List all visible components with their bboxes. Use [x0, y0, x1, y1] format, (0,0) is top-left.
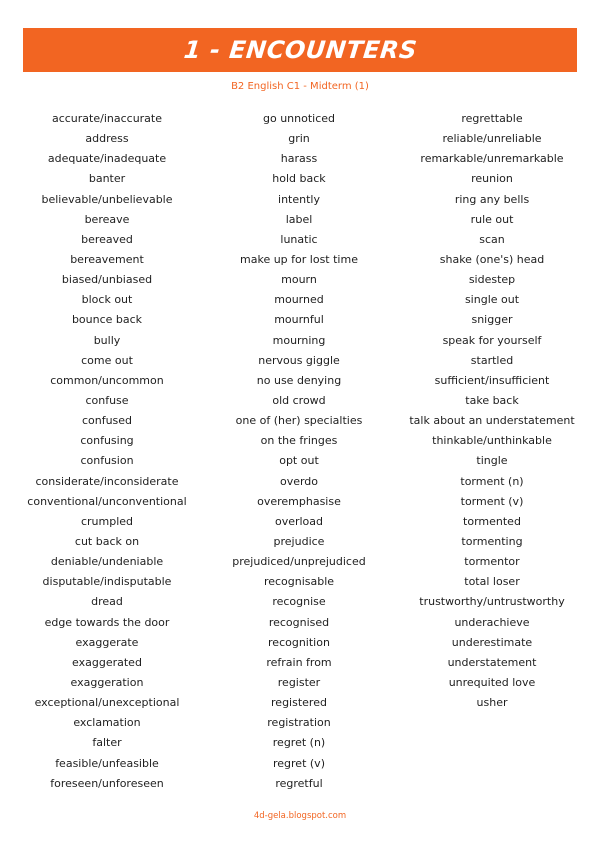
vocab-item: sidestep: [468, 273, 516, 287]
vocab-item: accurate/inaccurate: [51, 112, 163, 125]
vocab-item: remarkable/unremarkable: [420, 152, 564, 166]
word-column-3: [392, 109, 592, 713]
vocab-item: grin: [288, 132, 310, 146]
vocab-item: torment (n): [460, 474, 524, 488]
vocab-item: deniable/undeniable: [50, 555, 164, 569]
vocab-item: considerate/inconsiderate: [35, 474, 179, 488]
vocab-item: banter: [88, 172, 126, 186]
vocab-item: thinkable/unthinkable: [432, 434, 552, 448]
vocab-item: mourn: [281, 273, 317, 287]
word-column-1: [7, 109, 207, 794]
vocab-item: lunatic: [280, 232, 318, 246]
vocab-item: block out: [81, 293, 133, 307]
vocab-item: unrequited love: [448, 675, 536, 689]
vocab-item: speak for yourself: [442, 333, 542, 347]
vocab-item: refrain from: [266, 655, 332, 669]
vocab-item: address: [85, 132, 129, 146]
vocab-item: label: [285, 212, 313, 226]
vocab-item: old crowd: [272, 393, 326, 407]
vocab-item: on the fringes: [260, 434, 338, 448]
vocab-item: make up for lost time: [240, 252, 358, 266]
vocab-item: usher: [476, 696, 508, 710]
vocab-item: hold back: [272, 172, 326, 186]
page-title: 1 - ENCOUNTERS: [182, 36, 418, 64]
vocab-item: bully: [93, 333, 121, 347]
vocab-item: torment (v): [460, 494, 524, 508]
word-column-2: [199, 109, 399, 794]
vocab-item: bereavement: [70, 252, 144, 266]
vocab-item: register: [277, 675, 321, 689]
vocab-item: registration: [267, 716, 331, 730]
vocab-item: bereave: [84, 212, 130, 226]
vocab-item: feasible/unfeasible: [55, 756, 159, 770]
vocab-item: confuse: [85, 393, 129, 407]
vocab-item: exaggerated: [72, 655, 142, 669]
footer-url: 4d-gela.blogspot.com: [253, 811, 347, 821]
vocab-item: reliable/unreliable: [442, 132, 542, 146]
vocab-item: intently: [278, 192, 320, 206]
vocab-item: overemphasise: [257, 494, 341, 508]
vocab-item: one of (her) specialties: [235, 414, 363, 428]
vocab-item: regret (v): [273, 756, 325, 770]
vocab-item: overload: [274, 514, 324, 528]
vocab-item: snigger: [471, 313, 513, 327]
vocab-item: prejudiced/unprejudiced: [232, 555, 366, 569]
vocab-item: recognised: [268, 615, 330, 629]
vocab-item: nervous giggle: [258, 353, 340, 367]
vocab-item: recognise: [272, 595, 326, 609]
vocab-item: confusion: [80, 454, 134, 468]
vocab-item: exclamation: [73, 716, 141, 730]
vocab-item: understatement: [447, 655, 537, 669]
vocab-item: disputable/indisputable: [42, 575, 172, 589]
title-banner: [23, 28, 577, 72]
vocab-item: exceptional/unexceptional: [34, 696, 180, 710]
vocab-item: recognition: [268, 635, 330, 649]
vocab-item: falter: [92, 736, 122, 750]
vocab-item: reunion: [471, 172, 513, 186]
vocab-item: cut back on: [74, 534, 140, 548]
vocab-item: ring any bells: [454, 192, 530, 206]
vocab-item: registered: [271, 696, 327, 710]
vocab-item: scan: [479, 232, 505, 246]
vocab-item: opt out: [279, 454, 319, 468]
vocab-item: adequate/inadequate: [47, 152, 167, 166]
vocab-item: conventional/unconventional: [27, 494, 187, 508]
vocab-item: harass: [280, 152, 318, 166]
vocab-item: foreseen/unforeseen: [50, 776, 164, 790]
vocab-item: bereaved: [81, 232, 133, 246]
vocab-item: common/uncommon: [50, 373, 164, 387]
vocab-item: sufficient/insufficient: [434, 373, 550, 387]
vocab-item: tormentor: [464, 555, 520, 569]
vocab-item: startled: [470, 353, 514, 367]
vocab-item: overdo: [279, 474, 319, 488]
vocab-item: mourning: [272, 333, 326, 347]
vocab-item: tormenting: [461, 534, 523, 548]
vocab-item: underachieve: [454, 615, 530, 629]
vocab-item: confusing: [80, 434, 134, 448]
vocab-item: edge towards the door: [44, 615, 170, 629]
vocab-item: believable/unbelievable: [41, 192, 173, 206]
vocab-item: regrettable: [461, 112, 523, 125]
vocab-item: come out: [81, 353, 133, 367]
vocab-item: no use denying: [256, 373, 342, 387]
vocab-item: mournful: [274, 313, 324, 327]
vocab-item: tormented: [463, 514, 521, 528]
vocab-item: take back: [465, 393, 519, 407]
vocab-item: exaggeration: [70, 675, 144, 689]
vocab-item: regret (n): [272, 736, 326, 750]
vocab-item: bounce back: [71, 313, 143, 327]
vocab-item: mourned: [274, 293, 324, 307]
vocab-item: trustworthy/untrustworthy: [419, 595, 565, 609]
vocab-item: dread: [91, 595, 123, 609]
page-subtitle: B2 English C1 - Midterm (1): [231, 81, 369, 92]
vocab-item: single out: [464, 293, 520, 307]
vocab-item: crumpled: [80, 514, 134, 528]
vocab-item: confused: [81, 414, 133, 428]
vocab-item: recognisable: [263, 575, 335, 589]
vocab-item: rule out: [470, 212, 514, 226]
vocab-item: go unnoticed: [262, 112, 336, 125]
vocab-item: biased/unbiased: [61, 273, 153, 287]
vocab-item: tingle: [476, 454, 508, 468]
vocab-item: exaggerate: [75, 635, 139, 649]
vocab-item: shake (one's) head: [439, 252, 545, 266]
vocab-item: total loser: [464, 575, 520, 589]
vocab-item: regretful: [275, 776, 323, 790]
vocab-item: talk about an understatement: [409, 414, 575, 428]
vocab-item: prejudice: [273, 534, 325, 548]
vocab-item: underestimate: [451, 635, 533, 649]
